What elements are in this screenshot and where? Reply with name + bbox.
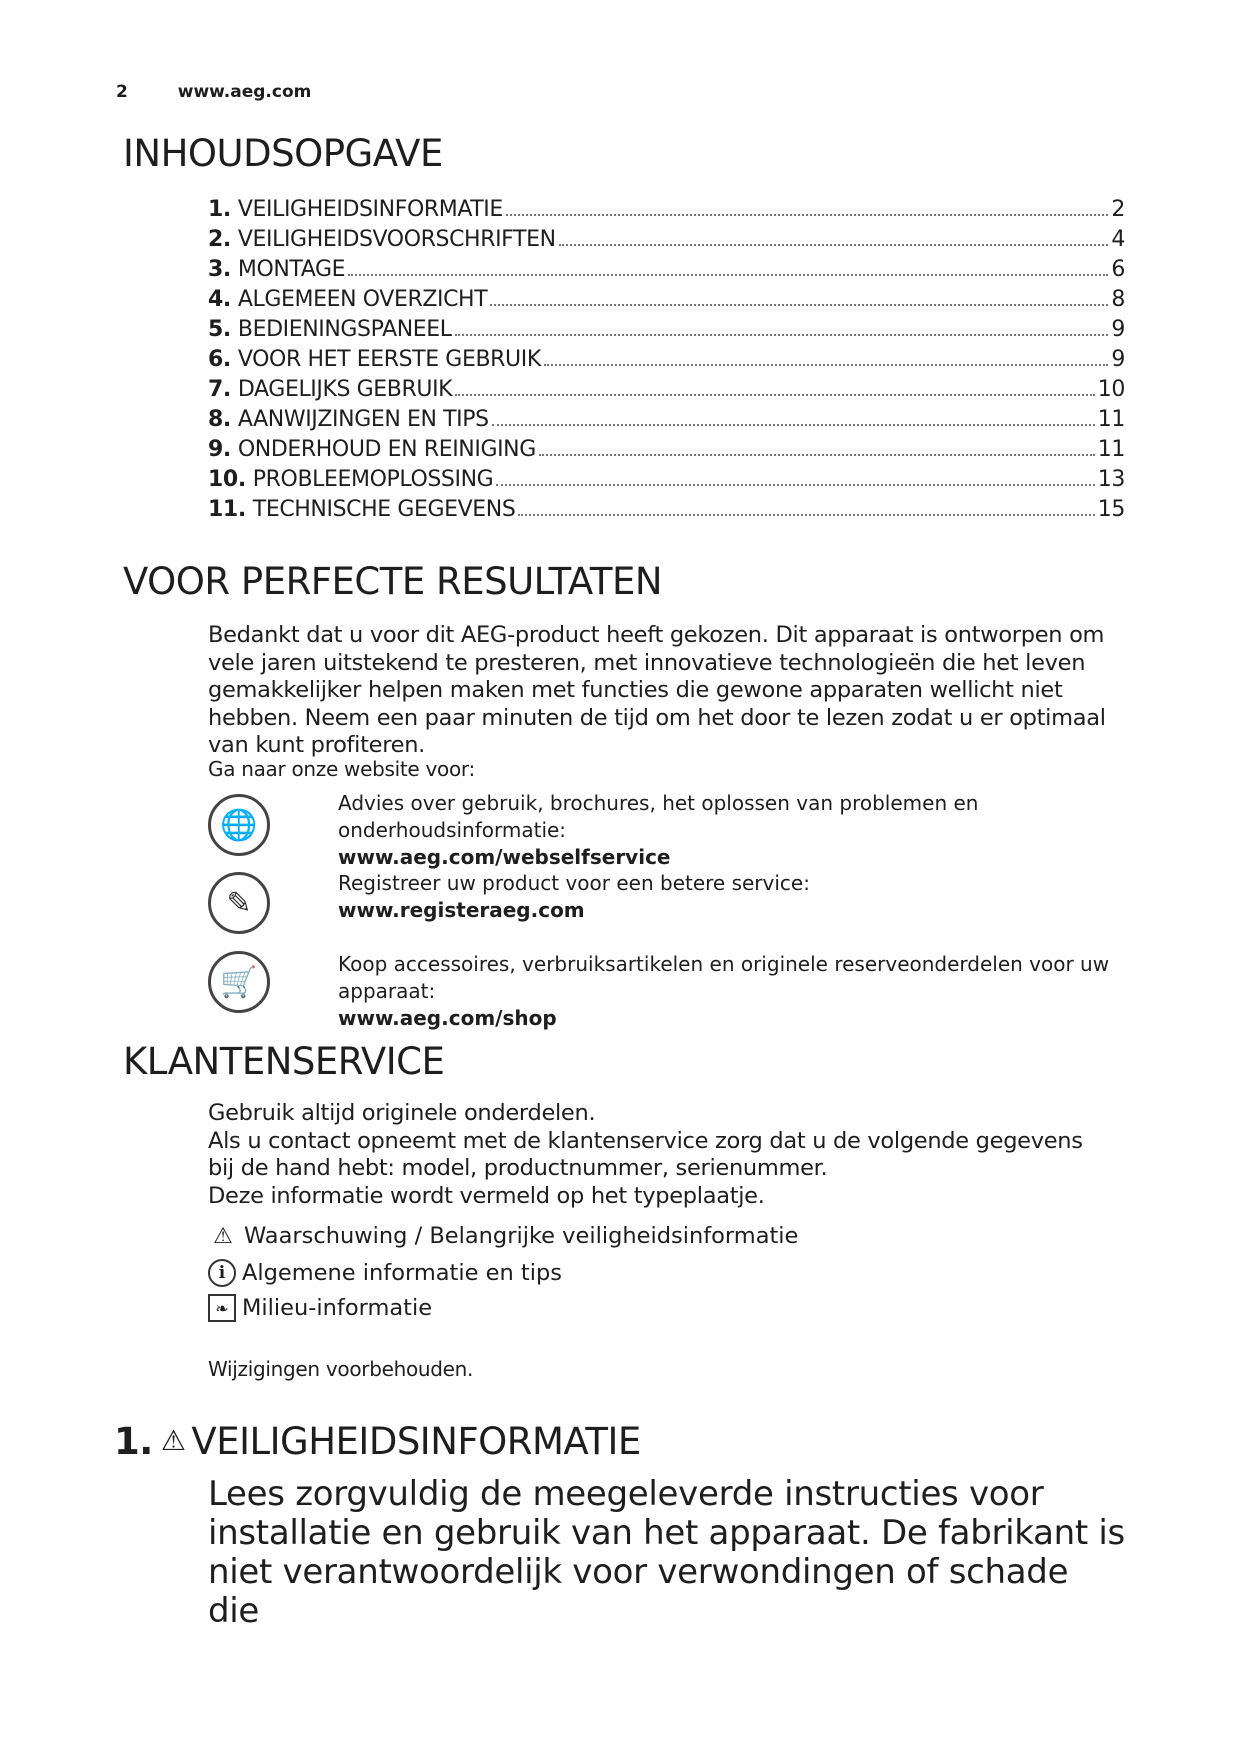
toc-item-label: BEDIENINGSPANEEL — [237, 317, 452, 342]
page-number: 2 — [116, 82, 128, 102]
toc-item-number: 3. — [208, 257, 231, 282]
section-number: 1. — [114, 1420, 153, 1463]
toc-item[interactable] — [208, 407, 1125, 437]
toc-item-number: 7. — [208, 377, 231, 402]
section-title-safety — [114, 1420, 641, 1463]
toc-item-label: VEILIGHEIDSVOORSCHRIFTEN — [237, 227, 556, 252]
toc-item-number: 4. — [208, 287, 231, 312]
toc-item-page: 6 — [1111, 257, 1125, 282]
toc-item-number: 2. — [208, 227, 231, 252]
leaf-icon: ❧ — [208, 1294, 236, 1322]
toc-item-page: 11 — [1097, 407, 1125, 432]
warning-icon: ⚠ — [213, 1223, 233, 1249]
cart-icon: 🛒 — [208, 951, 270, 1013]
service-description: Registreer uw product voor een betere service: — [338, 871, 810, 895]
toc-item[interactable] — [208, 437, 1125, 467]
toc-item[interactable] — [208, 317, 1125, 347]
toc-item[interactable] — [208, 377, 1125, 407]
section-title-text: VEILIGHEIDSINFORMATIE — [191, 1420, 641, 1463]
toc-item-page: 9 — [1111, 317, 1125, 342]
legend-label: Algemene informatie en tips — [242, 1260, 562, 1286]
legend-info — [208, 1259, 562, 1287]
toc-item-label: ALGEMEEN OVERZICHT — [237, 287, 488, 312]
legend-label: Waarschuwing / Belangrijke veiligheidsinformatie — [244, 1223, 799, 1249]
legend-label: Milieu-informatie — [242, 1295, 433, 1321]
toc-leader — [455, 394, 1095, 396]
toc-item[interactable] — [208, 347, 1125, 377]
toc-item-number: 6. — [208, 347, 231, 372]
page-header — [116, 82, 311, 102]
legend-environment — [208, 1294, 432, 1322]
toc-leader — [539, 454, 1095, 456]
toc-item-page: 8 — [1111, 287, 1125, 312]
register-icon: ✎ — [208, 872, 270, 934]
toc-leader — [518, 514, 1094, 516]
toc-item-label: VOOR HET EERSTE GEBRUIK — [237, 347, 541, 372]
service-description: Advies over gebruik, brochures, het oplossen van problemen en onderhoudsinformatie: — [338, 791, 979, 842]
section-title-customer-service: KLANTENSERVICE — [123, 1040, 445, 1083]
toc-leader — [544, 364, 1108, 366]
toc-leader — [490, 304, 1108, 306]
service-link[interactable]: www.aeg.com/webselfservice — [338, 845, 671, 869]
toc-item-number: 11. — [208, 497, 246, 522]
service-shop — [208, 947, 1110, 1030]
customer-service-line: Gebruik altijd originele onderdelen. — [208, 1100, 596, 1126]
toc-item-number: 1. — [208, 197, 231, 222]
toc-title: INHOUDSOPGAVE — [123, 132, 443, 175]
toc-item-number: 5. — [208, 317, 231, 342]
toc-item-label: ONDERHOUD EN REINIGING — [237, 437, 536, 462]
safety-intro: Lees zorgvuldig de meegeleverde instructies voor installatie en gebruik van het apparaat. De fabrikant is niet verantwoordelijk voor verwondingen of schade die — [208, 1474, 1125, 1631]
toc-item[interactable] — [208, 227, 1125, 257]
toc-item-page: 2 — [1111, 197, 1125, 222]
website-url[interactable]: www.aeg.com — [177, 82, 312, 102]
toc-item-page: 4 — [1111, 227, 1125, 252]
toc-item-label: DAGELIJKS GEBRUIK — [237, 377, 453, 402]
section-title-perfect-results: VOOR PERFECTE RESULTATEN — [123, 560, 663, 603]
toc-item-page: 11 — [1097, 437, 1125, 462]
toc-leader — [506, 214, 1108, 216]
toc-leader — [348, 274, 1108, 276]
changes-notice: Wijzigingen voorbehouden. — [208, 1357, 474, 1381]
toc-item-label: PROBLEEMOPLOSSING — [252, 467, 494, 492]
intro-paragraph: Bedankt dat u voor dit AEG-product heeft gekozen. Dit apparaat is ontworpen om vele jaren uitstekend te presteren, met innovatieve technologieën die het leven gemakkelijker helpen maken met functies die gewone apparaten wellicht niet hebben. Neem een paar minuten de tijd om het door te lezen zodat u er optimaal van kunt profiteren. — [208, 622, 1106, 758]
website-prompt: Ga naar onze website voor: — [208, 757, 475, 781]
service-register — [208, 870, 1108, 950]
toc-leader — [455, 334, 1108, 336]
toc-item-page: 9 — [1111, 347, 1125, 372]
customer-service-text — [208, 1100, 1108, 1210]
toc-item-label: TECHNISCHE GEGEVENS — [252, 497, 516, 522]
toc-item-label: MONTAGE — [237, 257, 346, 282]
toc-leader — [492, 424, 1095, 426]
toc-item-page: 13 — [1097, 467, 1125, 492]
warning-icon: ⚠ — [160, 1424, 186, 1457]
table-of-contents — [208, 197, 1125, 527]
toc-item-number: 8. — [208, 407, 231, 432]
toc-item[interactable] — [208, 287, 1125, 317]
customer-service-line: Als u contact opneemt met de klantenservice zorg dat u de volgende gegevens bij de hand hebt: model, productnummer, serienummer. — [208, 1127, 1083, 1181]
service-link[interactable]: www.aeg.com/shop — [338, 1006, 557, 1030]
toc-item[interactable] — [208, 197, 1125, 227]
toc-item-label: AANWIJZINGEN EN TIPS — [237, 407, 489, 432]
toc-item-label: VEILIGHEIDSINFORMATIE — [237, 197, 503, 222]
toc-item-page: 10 — [1097, 377, 1125, 402]
toc-item[interactable] — [208, 467, 1125, 497]
service-webselfservice — [208, 790, 1108, 870]
service-description: Koop accessoires, verbruiksartikelen en originele reserveonderdelen voor uw apparaat: — [338, 952, 1110, 1003]
toc-item-number: 10. — [208, 467, 246, 492]
service-link[interactable]: www.registeraeg.com — [338, 898, 585, 922]
toc-leader — [559, 244, 1108, 246]
toc-item-number: 9. — [208, 437, 231, 462]
toc-item[interactable] — [208, 497, 1125, 527]
toc-item[interactable] — [208, 257, 1125, 287]
legend-warning — [208, 1222, 798, 1250]
info-icon: i — [208, 1259, 236, 1287]
toc-item-page: 15 — [1097, 497, 1125, 522]
globe-icon: 🌐 — [208, 794, 270, 856]
toc-leader — [496, 484, 1095, 486]
customer-service-line: Deze informatie wordt vermeld op het typeplaatje. — [208, 1182, 765, 1209]
